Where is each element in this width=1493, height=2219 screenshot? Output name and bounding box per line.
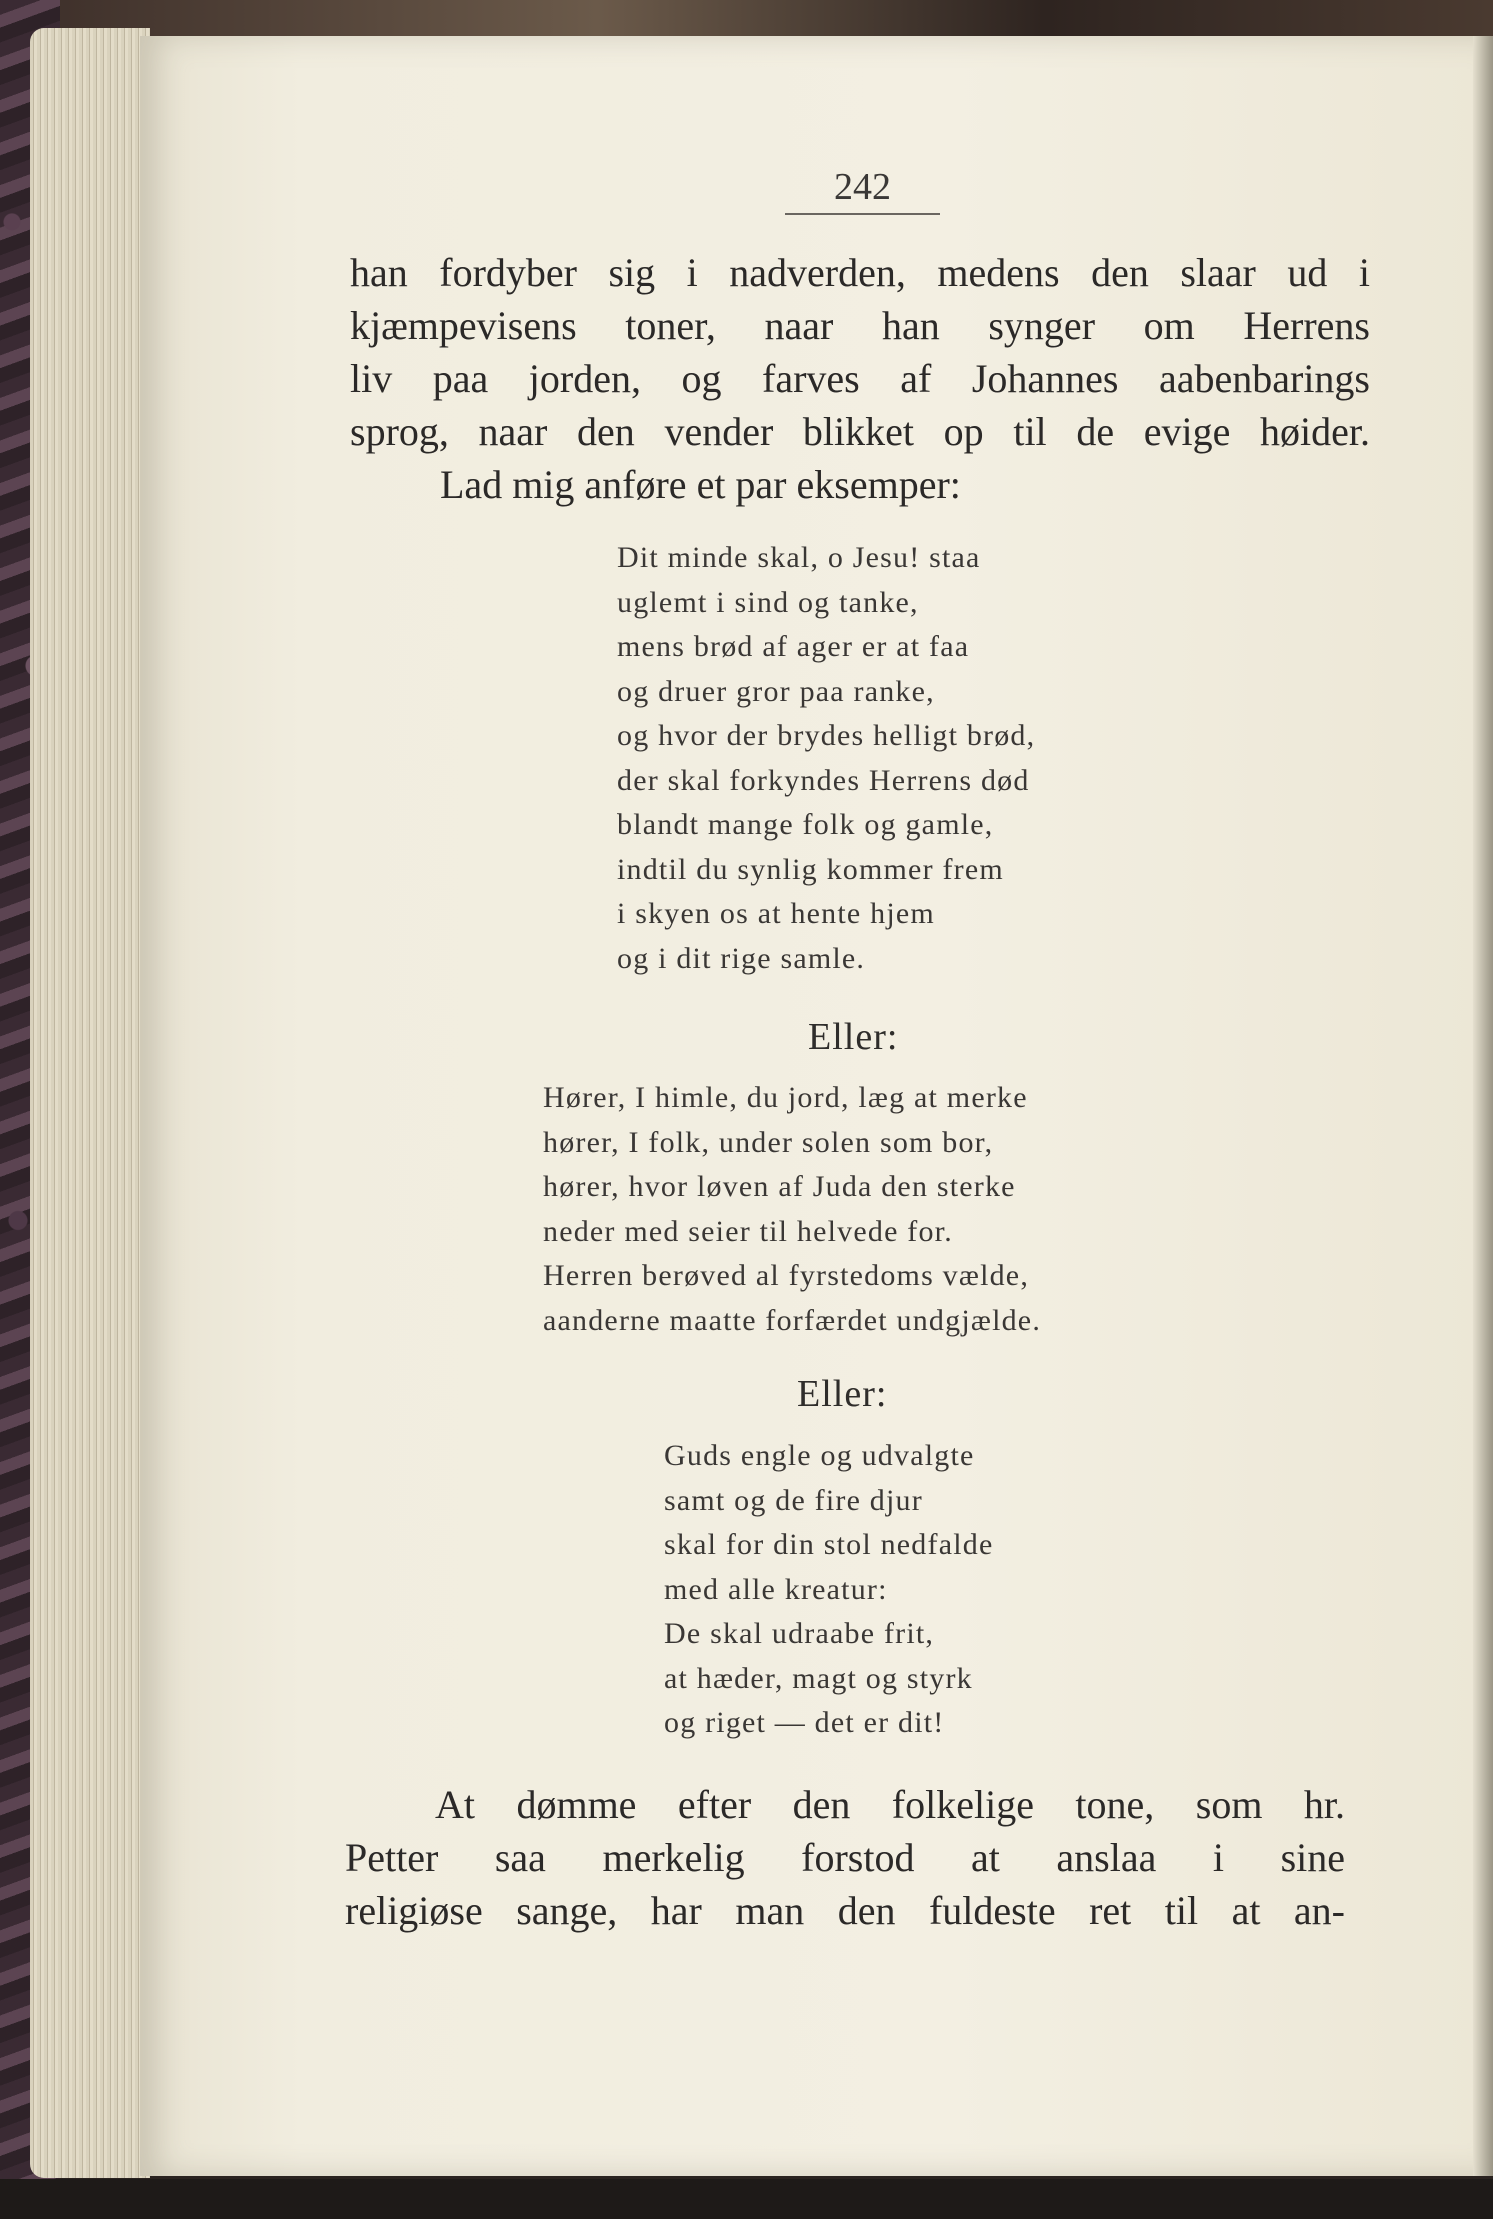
book-bottom-edge <box>0 2179 1493 2219</box>
verse-1 <box>617 536 1035 981</box>
page-right-edge <box>1473 36 1493 2176</box>
verse-line: og druer gror paa ranke, <box>617 674 935 708</box>
verse-line: hører, I folk, under solen som bor, <box>543 1125 994 1159</box>
outro-line: Petter saa merkelig forstod at anslaa i sine <box>345 1835 1345 1880</box>
verse-line: neder med seier til helvede for. <box>543 1214 953 1248</box>
section-heading: Eller: <box>797 1373 888 1415</box>
verse-line: uglemt i sind og tanke, <box>617 585 919 619</box>
verse-line: med alle kreatur: <box>664 1572 888 1606</box>
outro-line: At dømme efter den folkelige tone, som hr. <box>435 1782 1345 1827</box>
page-number: 242 <box>785 165 940 215</box>
verse-3 <box>664 1434 993 1746</box>
section-heading: Eller: <box>808 1016 899 1058</box>
book-top-edge <box>0 0 1493 40</box>
intro-line: liv paa jorden, og farves af Johannes aabenbarings <box>350 356 1370 401</box>
verse-line: mens brød af ager er at faa <box>617 630 970 663</box>
verse-line: hører, hvor løven af Juda den sterke <box>543 1170 1016 1203</box>
verse-line: indtil du synlig kommer frem <box>617 852 1004 886</box>
verse-2 <box>543 1076 1041 1343</box>
verse-line: De skal udraabe frit, <box>664 1617 935 1650</box>
intro-line: kjæmpevisens toner, naar han synger om Herrens <box>350 303 1370 348</box>
verse-line: der skal forkyndes Herrens død <box>617 763 1030 797</box>
intro-paragraph <box>350 246 1370 511</box>
intro-line: han fordyber sig i nadverden, medens den slaar ud i <box>350 250 1370 295</box>
verse-line: samt og de fire djur <box>664 1483 923 1517</box>
verse-line: skal for din stol nedfalde <box>664 1528 994 1561</box>
verse-line: at hæder, magt og styrk <box>664 1661 973 1695</box>
page-block-edge <box>30 28 150 2178</box>
verse-line: og i dit rige samle. <box>617 941 866 975</box>
verse-line: Hører, I himle, du jord, læg at merke <box>543 1081 1028 1114</box>
intro-line: sprog, naar den vender blikket op til de evige høider. <box>350 409 1370 454</box>
verse-line: og hvor der brydes helligt brød, <box>617 719 1036 752</box>
intro-line: Lad mig anføre et par eksemper: <box>440 462 961 507</box>
outro-line: religiøse sange, har man den fuldeste ret til at an- <box>345 1888 1345 1933</box>
verse-line: i skyen os at hente hjem <box>617 897 935 930</box>
verse-line: Dit minde skal, o Jesu! staa <box>617 541 981 574</box>
verse-line: og riget — det er dit! <box>664 1706 945 1739</box>
verse-line: Herren berøved al fyrstedoms vælde, <box>543 1259 1030 1292</box>
verse-line: Guds engle og udvalgte <box>664 1439 975 1472</box>
verse-line: blandt mange folk og gamle, <box>617 808 994 841</box>
outro-paragraph <box>345 1778 1345 1937</box>
verse-line: aanderne maatte forfærdet undgjælde. <box>543 1303 1042 1337</box>
